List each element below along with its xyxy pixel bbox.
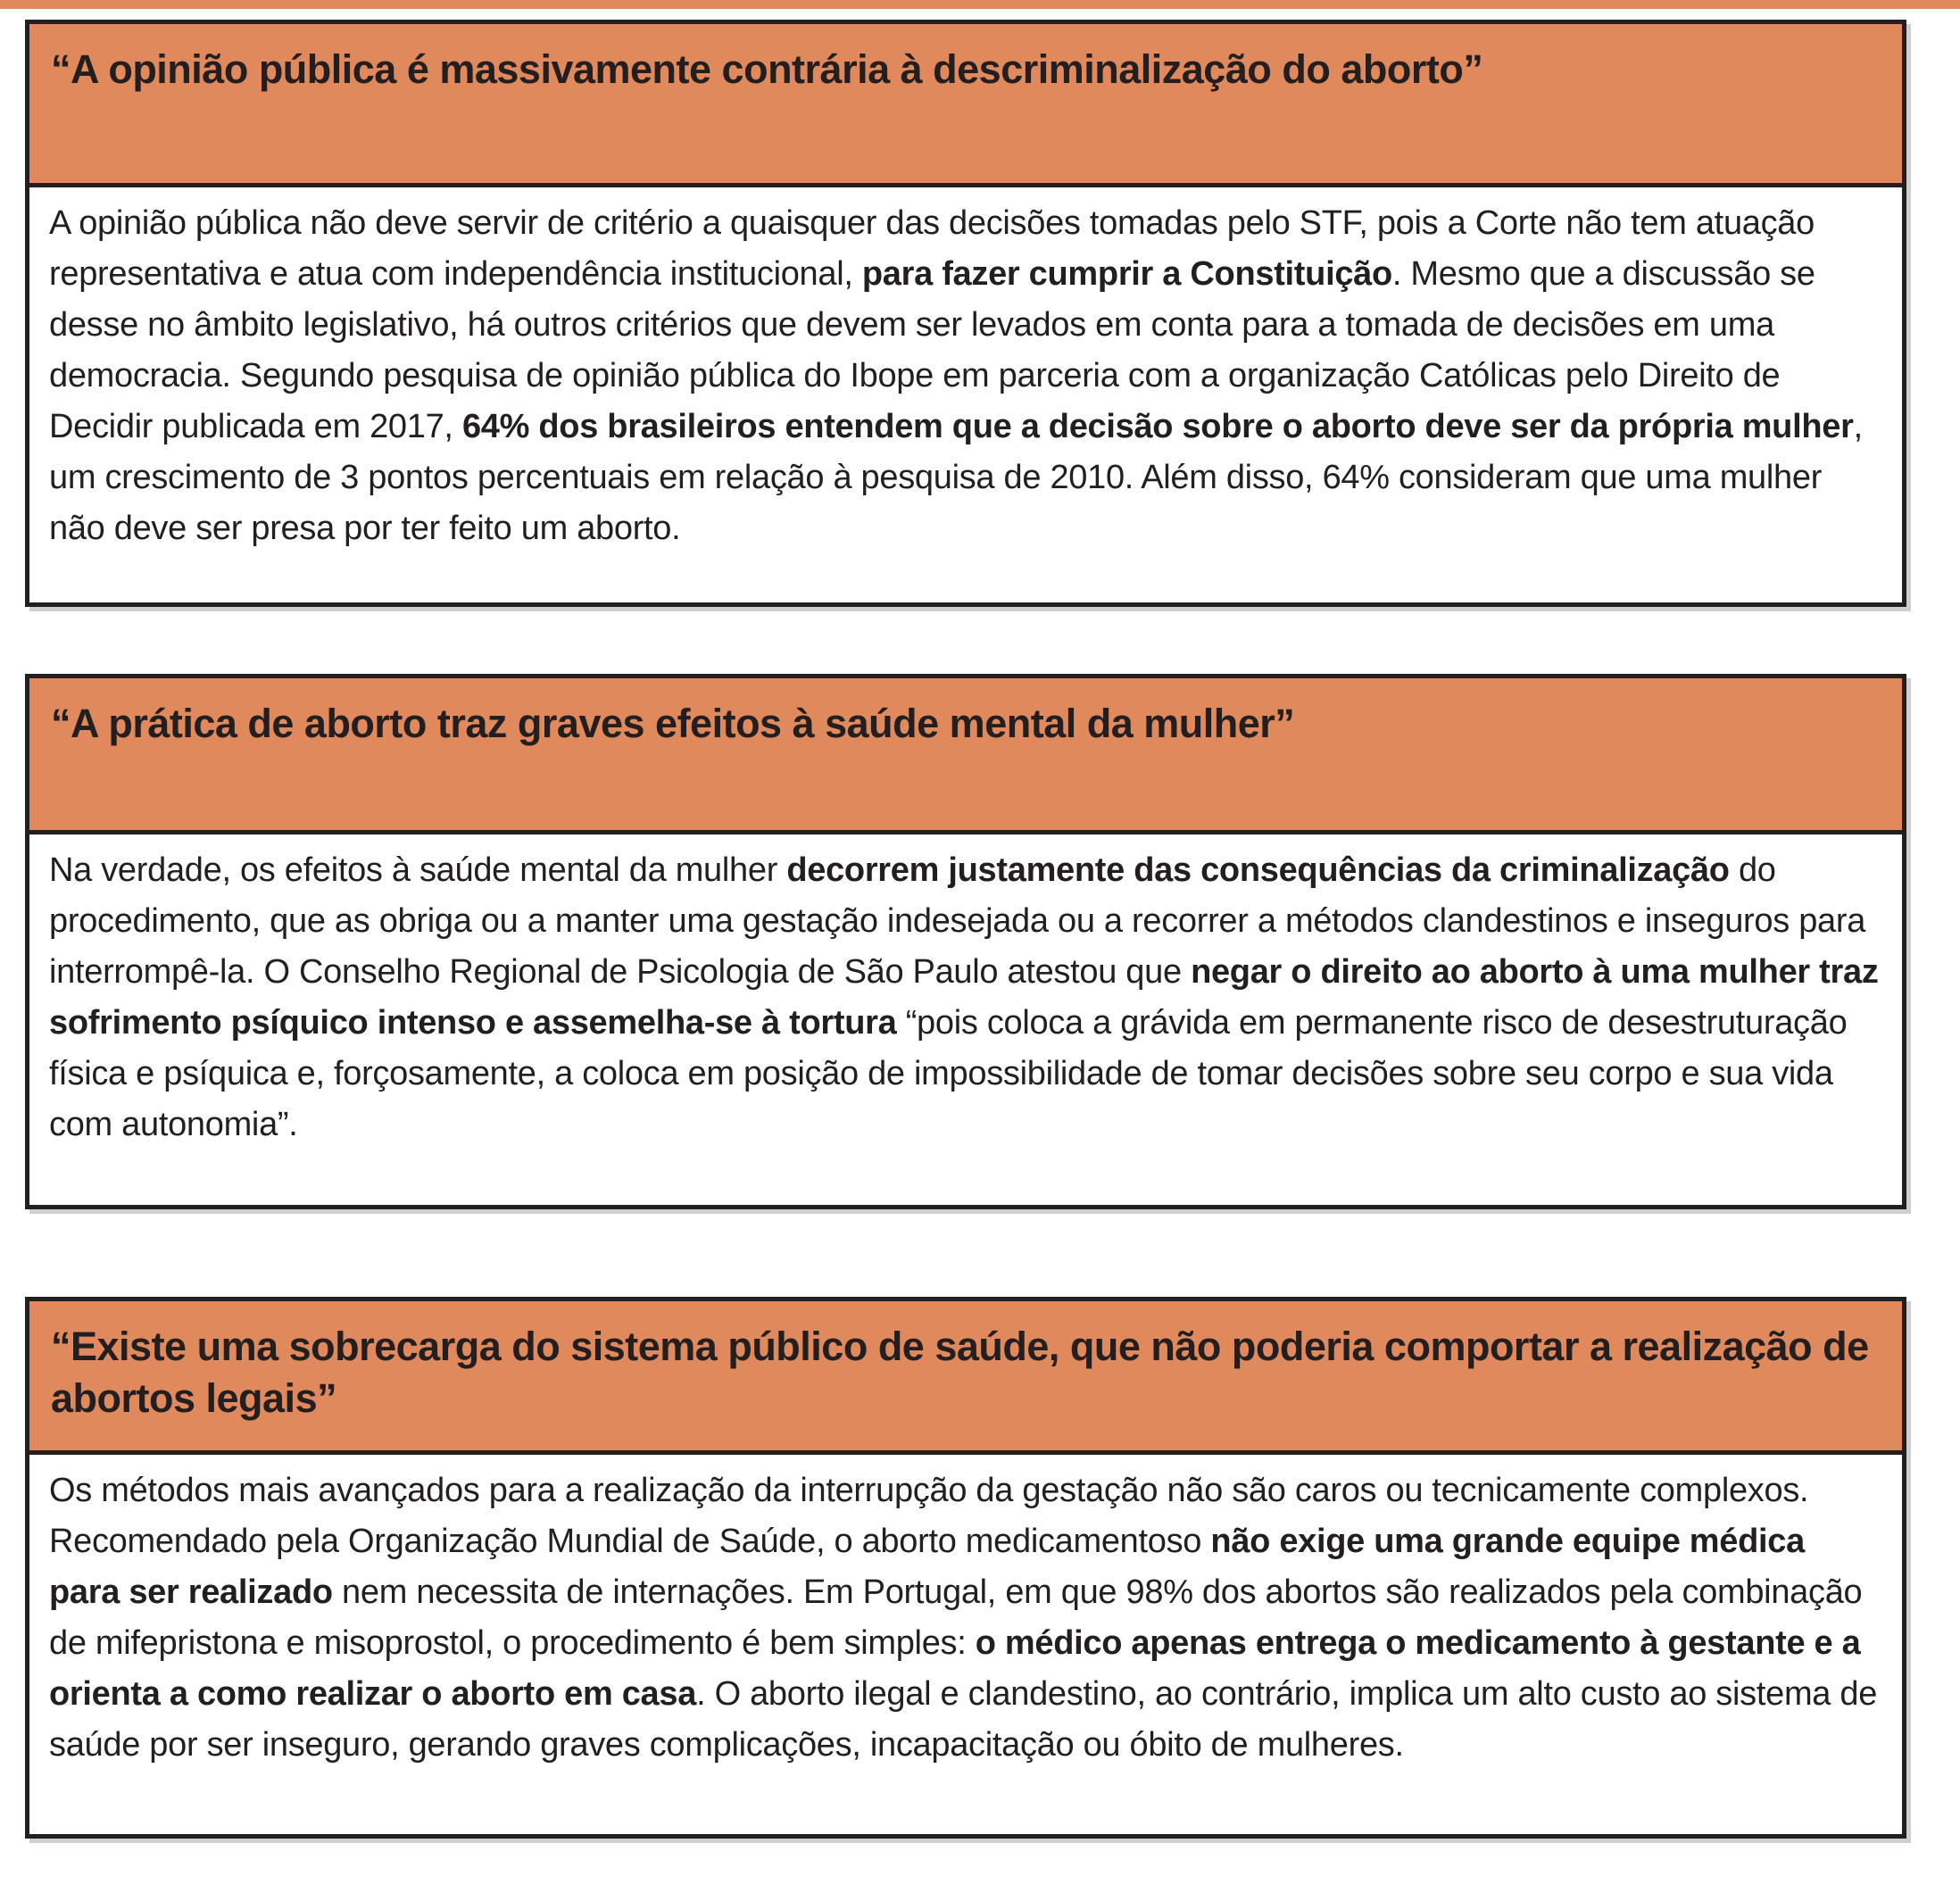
claims-list [25, 20, 1906, 1839]
claim-rebuttal-mental-health [29, 834, 1902, 1205]
body-text-bold: 64% dos brasileiros entendem que a decisão sobre o aborto deve ser da própria mulher [461, 408, 1854, 445]
body-text: nem necessita de internações. Em Portugal, em que 98% dos abortos são realizados pela combinação de mifepristona e misoprostol, o procedimento é bem simples: [49, 1573, 1863, 1662]
claim-title-public-opinion: “A opinião pública é massivamente contrária à descriminalização do aborto” [29, 24, 1902, 187]
claim-title-health-system: “Existe uma sobrecarga do sistema público de saúde, que não poderia comportar a realização de abortos legais” [29, 1301, 1902, 1455]
body-text-bold: para fazer cumprir a Constituição [861, 255, 1392, 293]
body-text: Os métodos mais avançados para a realização da interrupção da gestação não são caros ou tecnicamente complexos. Recomendado pela Organização Mundial de Saúde, o aborto medicamentoso [49, 1472, 1809, 1560]
body-text-bold: o médico apenas entrega o medicamento à gestante e a orienta a como realizar o aborto em casa [49, 1624, 1861, 1713]
body-text-bold: não exige uma grande equipe médica para ser realizado [49, 1523, 1805, 1611]
claim-rebuttal-health-system [29, 1455, 1902, 1834]
body-text-bold: decorrem justamente das consequências da criminalização [786, 851, 1730, 889]
body-text: do procedimento, que as obriga ou a manter uma gestação indesejada ou a recorrer a métodos clandestinos e inseguros para interrompê-la. O Conselho Regional de Psicologia de São Paulo atestou que [49, 851, 1866, 991]
body-text: , um crescimento de 3 pontos percentuais em relação à pesquisa de 2010. Além disso, 64% consideram que uma mulher não deve ser presa por ter feito um aborto. [49, 408, 1863, 547]
body-text: A opinião pública não deve servir de critério a quaisquer das decisões tomadas pelo STF, pois a Corte não tem atuação representativa e atua com independência institucional, [49, 204, 1815, 293]
body-text: . Mesmo que a discussão se desse no âmbito legislativo, há outros critérios que devem ser levados em conta para a tomada de decisões em uma democracia. Segundo pesquisa de opinião pública do Ibope em parceria com a organização Católicas pelo Direito de Decidir publicada em 2017, [49, 255, 1815, 445]
claim-title-mental-health: “A prática de aborto traz graves efeitos à saúde mental da mulher” [29, 678, 1902, 834]
claim-section-public-opinion [25, 20, 1906, 607]
claim-section-mental-health [25, 674, 1906, 1209]
body-text-bold: negar o direito ao aborto à uma mulher traz sofrimento psíquico intenso e assemelha-se à tortura [49, 953, 1879, 1042]
body-text: “pois coloca a grávida em permanente risco de desestruturação física e psíquica e, forçosamente, a coloca em posição de impossibilidade de tomar decisões sobre seu corpo e sua vida com autonomia”. [49, 1004, 1848, 1143]
claim-rebuttal-public-opinion [29, 187, 1902, 602]
claim-section-health-system [25, 1297, 1906, 1839]
body-text: Na verdade, os efeitos à saúde mental da mulher [49, 851, 787, 889]
body-text: . O aborto ilegal e clandestino, ao contrário, implica um alto custo ao sistema de saúde por ser inseguro, gerando graves complicações, incapacitação ou óbito de mulheres. [49, 1675, 1878, 1764]
top-accent-strip [0, 0, 1960, 9]
